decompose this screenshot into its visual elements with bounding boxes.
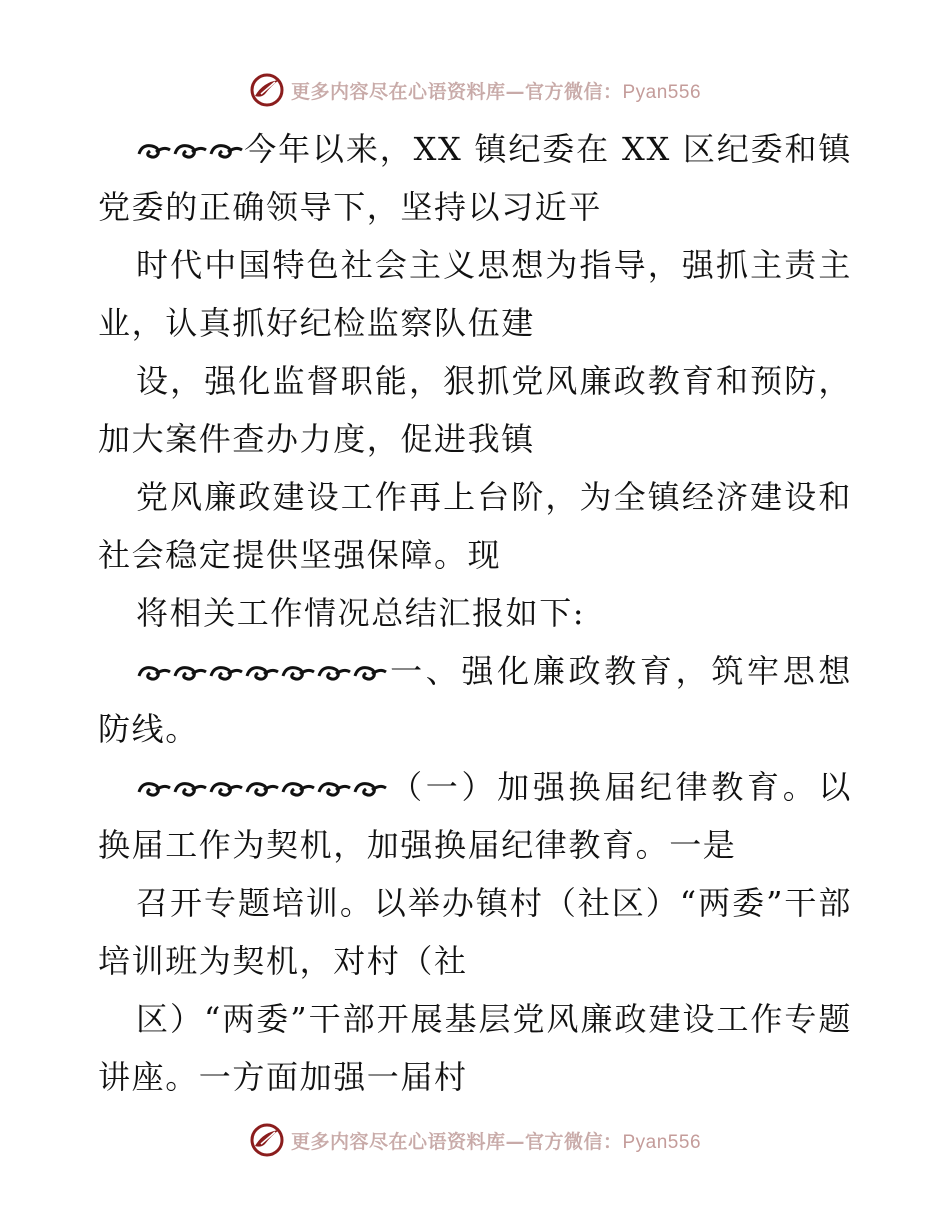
ornament-icon	[172, 778, 208, 800]
footer-text: 更多内容尽在心语资料库—官方微信：Pyan556	[290, 1130, 702, 1153]
header-text: 更多内容尽在心语资料库—官方微信：Pyan556	[290, 80, 702, 103]
ornament-icon	[208, 662, 244, 684]
ornament-icon	[352, 778, 388, 800]
ornament-icon	[280, 662, 316, 684]
logo-icon	[249, 1122, 285, 1158]
header-wechat-id: Pyan556	[622, 81, 702, 103]
ornament-icon	[316, 662, 352, 684]
paragraph-intro-2: 时代中国特色社会主义思想为指导，强抓主责主业，认真抓好纪检监察队伍建	[98, 246, 852, 342]
paragraph-intro-5: 将相关工作情况总结汇报如下:	[136, 594, 586, 632]
paragraph-intro-4: 党风廉政建设工作再上台阶，为全镇经济建设和社会稳定提供坚强保障。现	[98, 478, 852, 574]
section-heading-1: 一、强化廉政教育，筑牢思想防线。	[98, 652, 852, 748]
footer-banner	[0, 1120, 950, 1160]
paragraph-intro-3: 设，强化监督职能，狠抓党风廉政教育和预防，加大案件查办力度，促进我镇	[98, 362, 852, 458]
ornament-icon	[352, 662, 388, 684]
document-body	[98, 120, 852, 1106]
ornament-icon	[280, 778, 316, 800]
paragraph-intro-1: 今年以来，XX 镇纪委在 XX 区纪委和镇党委的正确领导下，坚持以习近平	[98, 130, 852, 226]
ornament-icon	[172, 140, 208, 162]
header-banner	[0, 70, 950, 110]
logo-icon	[249, 72, 285, 108]
ornament-icon	[244, 662, 280, 684]
ornament-icon	[172, 662, 208, 684]
ornament-icon	[136, 778, 172, 800]
subsection-paragraph-2: 召开专题培训。以举办镇村（社区）“两委”干部培训班为契机，对村（社	[98, 884, 852, 980]
ornament-icon	[316, 778, 352, 800]
ornament-icon	[244, 778, 280, 800]
ornament-icon	[208, 140, 244, 162]
ornament-icon	[208, 778, 244, 800]
footer-wechat-id: Pyan556	[622, 1131, 702, 1153]
subsection-paragraph-1: （一）加强换届纪律教育。以换届工作为契机，加强换届纪律教育。一是	[98, 768, 852, 864]
subsection-paragraph-3: 区）“两委”干部开展基层党风廉政建设工作专题讲座。一方面加强一届村	[98, 1000, 852, 1096]
ornament-icon	[136, 662, 172, 684]
ornament-icon	[136, 140, 172, 162]
